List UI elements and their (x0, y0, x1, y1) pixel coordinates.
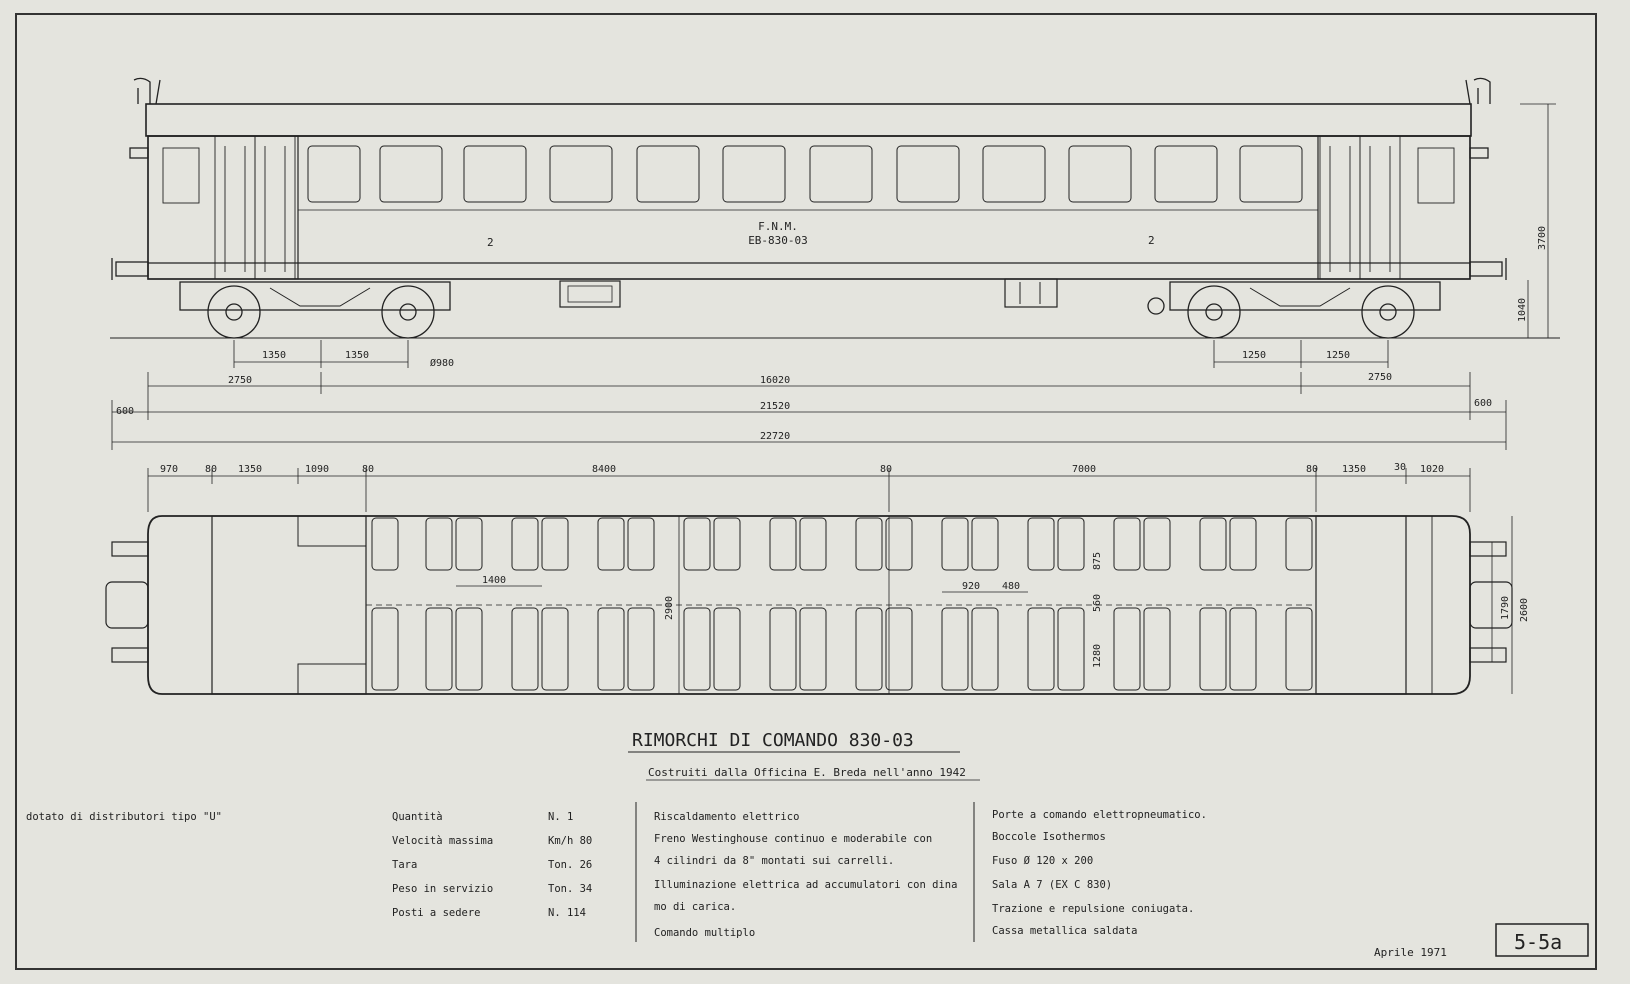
dim-body-length: 21520 (760, 401, 791, 412)
spec-value-3: Ton. 34 (548, 883, 593, 895)
side-dimension-labels (116, 226, 1548, 442)
roof-fitting-left (134, 78, 160, 104)
drawing-title: RIMORCHI DI COMANDO 830-03 (632, 730, 914, 751)
dim-overhang-right: 2750 (1368, 372, 1393, 383)
plan-buffer-tl (112, 542, 148, 556)
plan-dim-right-a: 875 (1092, 551, 1103, 570)
plan-vestibule-left (212, 516, 366, 694)
feature-mid-0: Riscaldamento elettrico (654, 811, 800, 823)
plan-view (106, 468, 1512, 694)
car-roof (146, 104, 1471, 136)
plan-dim-2: 1350 (238, 464, 263, 475)
plan-dimension-lines (148, 468, 1512, 694)
dim-buffer-right: 600 (1474, 398, 1493, 409)
underframe-box (560, 281, 620, 307)
feature-mid-3: Illuminazione elettrica ad accumulatori con dina (654, 879, 958, 891)
dim-overhang-left: 2750 (228, 375, 253, 386)
feature-right-3: Sala A 7 (EX C 830) (992, 879, 1113, 891)
vestibule-left (148, 136, 298, 279)
feature-mid-2: 4 cilindri da 8" montati sui carrelli. (654, 855, 895, 867)
features-right (992, 809, 1207, 937)
feature-mid-1: Freno Westinghouse continuo e moderabile con (654, 833, 933, 845)
plan-dim-5: 8400 (592, 464, 617, 475)
feature-mid-5: Comando multiplo (654, 927, 756, 939)
plan-dim-3: 1090 (305, 464, 330, 475)
plan-dim-width-small: 1790 (1500, 595, 1511, 620)
feature-right-4: Trazione e repulsione coniugata. (992, 903, 1195, 915)
dim-bogie-centres: 16020 (760, 375, 791, 386)
car-number-label: EB-830-03 (748, 234, 808, 247)
plan-dim-seat-a: 920 (962, 581, 981, 592)
note-distributors: dotato di distributori tipo "U" (26, 811, 222, 823)
spec-label-3: Peso in servizio (392, 883, 494, 895)
plan-dim-9: 1350 (1342, 464, 1367, 475)
roof-fitting-right (1466, 78, 1490, 104)
side-elevation (110, 78, 1560, 338)
door-left (163, 136, 295, 279)
buffers-side (112, 148, 1506, 280)
seats-bottom-row (372, 608, 1312, 690)
seats-top-row (372, 518, 1312, 570)
drawing-date: Aprile 1971 (1374, 946, 1447, 959)
class-label-right: 2 (1148, 234, 1155, 247)
feature-right-5: Cassa metallica saldata (992, 925, 1138, 937)
dim-height-total: 3700 (1537, 225, 1548, 250)
plan-dim-6: 80 (880, 464, 893, 475)
drawing-subtitle: Costruiti dalla Officina E. Breda nell'anno 1942 (648, 766, 966, 779)
drawing-frame (16, 14, 1596, 969)
plan-dim-8: 80 (1306, 464, 1319, 475)
features-middle (654, 811, 957, 939)
feature-right-1: Boccole Isothermos (992, 831, 1106, 843)
class-label-left: 2 (487, 236, 494, 249)
plan-dim-width-total: 2600 (1519, 597, 1530, 622)
plan-buffer-tr (1470, 542, 1506, 556)
plan-dim-1: 80 (205, 464, 218, 475)
spec-label-4: Posti a sedere (392, 907, 481, 919)
plan-dim-right-b: 560 (1092, 593, 1103, 612)
operator-label: F.N.M. (758, 220, 798, 233)
dim-wheel-dia: Ø980 (430, 358, 455, 369)
car-body (148, 136, 1470, 279)
plan-dim-4: 80 (362, 464, 375, 475)
plan-dim-7: 7000 (1072, 464, 1097, 475)
dim-bogie-right-a: 1250 (1242, 350, 1267, 361)
plan-coupler-left (106, 582, 148, 628)
spec-label-1: Velocità massima (392, 835, 494, 847)
sheet-number: 5-5a (1514, 930, 1563, 954)
dim-bogie-left-a: 1350 (262, 350, 287, 361)
plan-dim-right-c: 1280 (1092, 643, 1103, 668)
plan-vestibule-right (1316, 516, 1406, 694)
spec-value-4: N. 114 (548, 907, 586, 919)
vestibule-right (1318, 136, 1470, 279)
underframe-box-2 (1005, 279, 1057, 307)
spec-label-0: Quantità (392, 811, 443, 823)
side-windows (308, 146, 1302, 202)
feature-mid-4: mo di carica. (654, 901, 737, 913)
side-dimension-lines (112, 104, 1556, 450)
feature-right-0: Porte a comando elettropneumatico. (992, 809, 1207, 821)
plan-dim-0: 970 (160, 464, 179, 475)
bogie-left (180, 282, 450, 338)
spec-value-0: N. 1 (548, 811, 574, 823)
dim-bogie-left-b: 1350 (345, 350, 370, 361)
door-right (1320, 136, 1454, 279)
plan-dim-width-inner: 2900 (664, 595, 675, 620)
dim-bogie-right-b: 1250 (1326, 350, 1351, 361)
dim-buffer-left: 600 (116, 406, 135, 417)
spec-label-2: Tara (392, 859, 418, 871)
spec-value-1: Km/h 80 (548, 835, 593, 847)
spec-table (392, 811, 592, 919)
dim-over-buffers: 22720 (760, 431, 791, 442)
bogie-right (1148, 282, 1440, 338)
plan-dim-10: 30 (1394, 462, 1407, 473)
spec-value-2: Ton. 26 (548, 859, 593, 871)
dim-height-floor: 1040 (1517, 297, 1528, 322)
plan-buffer-br (1470, 648, 1506, 662)
plan-dim-seat-pitch: 1400 (482, 575, 507, 586)
plan-dim-seat-b: 480 (1002, 581, 1021, 592)
plan-dim-11: 1020 (1420, 464, 1445, 475)
plan-buffer-bl (112, 648, 148, 662)
feature-right-2: Fuso Ø 120 x 200 (992, 855, 1094, 867)
